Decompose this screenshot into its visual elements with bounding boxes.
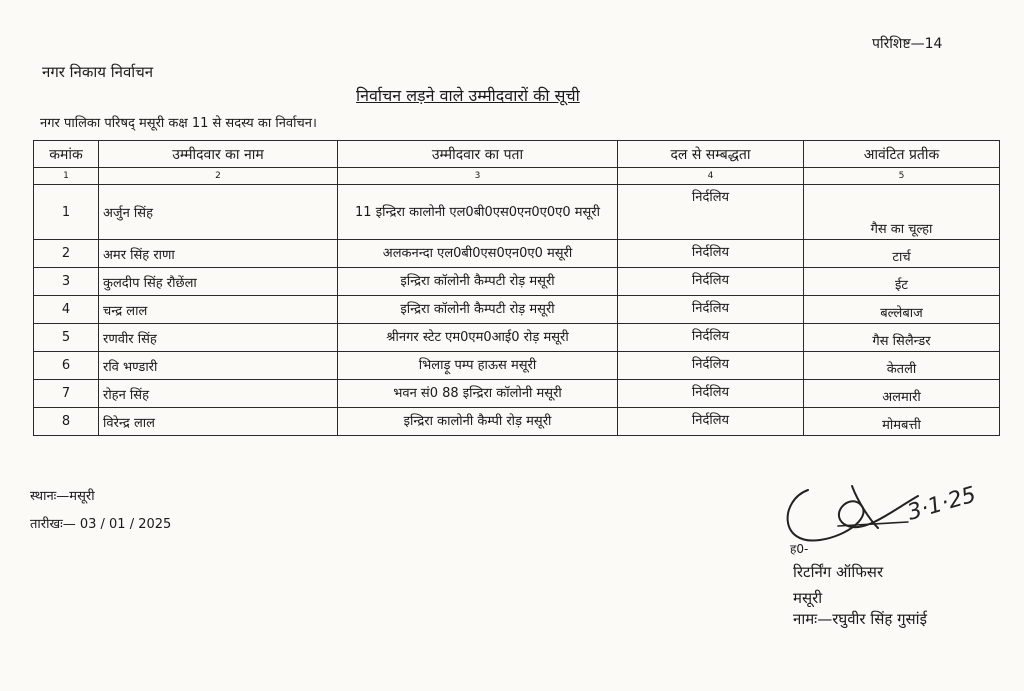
table-row	[34, 240, 1000, 268]
serial-cell: 4	[34, 296, 99, 324]
table-row	[34, 296, 1000, 324]
column-number: 5	[804, 168, 1000, 185]
serial-cell: 8	[34, 408, 99, 436]
party-cell: निर्दलिय	[618, 240, 804, 268]
symbol-cell: गैस सिलैन्डर	[804, 324, 1000, 352]
officer-name: नामः—रघुवीर सिंह गुसांई	[793, 610, 927, 628]
name-cell: अर्जुन सिंह	[99, 185, 338, 240]
symbol-cell: ईट	[804, 268, 1000, 296]
signature-image	[778, 468, 1008, 548]
table-row	[34, 324, 1000, 352]
officer-designation: रिटर्निंग ऑफिसर	[793, 563, 884, 581]
table-row	[34, 185, 1000, 240]
column-number: 1	[34, 168, 99, 185]
column-number: 4	[618, 168, 804, 185]
annexure-label: परिशिष्ट—14	[872, 36, 943, 52]
serial-cell: 5	[34, 324, 99, 352]
col-header-symbol: आवंटित प्रतीक	[804, 141, 1000, 168]
page-title: निर्वाचन लड़ने वाले उम्मीदवारों की सूची	[356, 86, 580, 105]
address-cell: श्रीनगर स्टेट एम0एम0आई0 रोड़ मसूरी	[338, 324, 618, 352]
serial-cell: 3	[34, 268, 99, 296]
address-cell: 11 इन्द्रिरा कालोनी एल0बी0एस0एन0ए0ए0 मसूरी	[338, 185, 618, 240]
symbol-cell: मोमबत्ती	[804, 408, 1000, 436]
col-header-party: दल से सम्बद्धता	[618, 141, 804, 168]
symbol-cell: गैस का चूल्हा	[804, 185, 1000, 240]
address-cell: इन्द्रिरा कॉलोनी कैम्पटी रोड़ मसूरी	[338, 296, 618, 324]
party-cell: निर्दलिय	[618, 380, 804, 408]
address-cell: अलकनन्दा एल0बी0एस0एन0ए0 मसूरी	[338, 240, 618, 268]
name-cell: रणवीर सिंह	[99, 324, 338, 352]
column-number: 3	[338, 168, 618, 185]
signature-abbreviation: ह0-	[790, 542, 809, 556]
party-cell: निर्दलिय	[618, 296, 804, 324]
table-row	[34, 352, 1000, 380]
name-cell: विरेन्द्र लाल	[99, 408, 338, 436]
address-cell: इन्द्रिरा कॉलोनी कैम्पटी रोड़ मसूरी	[338, 268, 618, 296]
serial-cell: 7	[34, 380, 99, 408]
party-cell: निर्दलिय	[618, 185, 804, 240]
date-label: तारीखः— 03 / 01 / 2025	[30, 517, 172, 532]
serial-cell: 6	[34, 352, 99, 380]
column-number-row	[34, 168, 1000, 185]
name-cell: रवि भण्डारी	[99, 352, 338, 380]
col-header-address: उम्मीदवार का पता	[338, 141, 618, 168]
name-cell: रोहन सिंह	[99, 380, 338, 408]
address-cell: भवन सं0 88 इन्द्रिरा कॉलोनी मसूरी	[338, 380, 618, 408]
place-label: स्थानः—मसूरी	[30, 489, 95, 504]
symbol-cell: अलमारी	[804, 380, 1000, 408]
serial-cell: 1	[34, 185, 99, 240]
symbol-cell: बल्लेबाज	[804, 296, 1000, 324]
column-number: 2	[99, 168, 338, 185]
election-body: नगर निकाय निर्वाचन	[42, 63, 154, 81]
page-subtitle: नगर पालिका परिषद् मसूरी कक्ष 11 से सदस्य का निर्वाचन।	[40, 116, 317, 131]
table-header-row	[34, 141, 1000, 168]
address-cell: इन्द्रिरा कालोनी कैम्पी रोड़ मसूरी	[338, 408, 618, 436]
party-cell: निर्दलिय	[618, 268, 804, 296]
party-cell: निर्दलिय	[618, 408, 804, 436]
table-row	[34, 408, 1000, 436]
serial-cell: 2	[34, 240, 99, 268]
party-cell: निर्दलिय	[618, 324, 804, 352]
symbol-cell: टार्च	[804, 240, 1000, 268]
col-header-name: उम्मीदवार का नाम	[99, 141, 338, 168]
candidates-table	[33, 140, 1000, 436]
symbol-cell: केतली	[804, 352, 1000, 380]
table-row	[34, 268, 1000, 296]
officer-place: मसूरी	[793, 589, 823, 607]
col-header-serial: कमांक	[34, 141, 99, 168]
signature-date: 3·1·25	[904, 482, 979, 526]
name-cell: चन्द्र लाल	[99, 296, 338, 324]
table-row	[34, 380, 1000, 408]
party-cell: निर्दलिय	[618, 352, 804, 380]
name-cell: अमर सिंह राणा	[99, 240, 338, 268]
name-cell: कुलदीप सिंह रौछेंला	[99, 268, 338, 296]
address-cell: भिलाड़ू पम्प हाऊस मसूरी	[338, 352, 618, 380]
